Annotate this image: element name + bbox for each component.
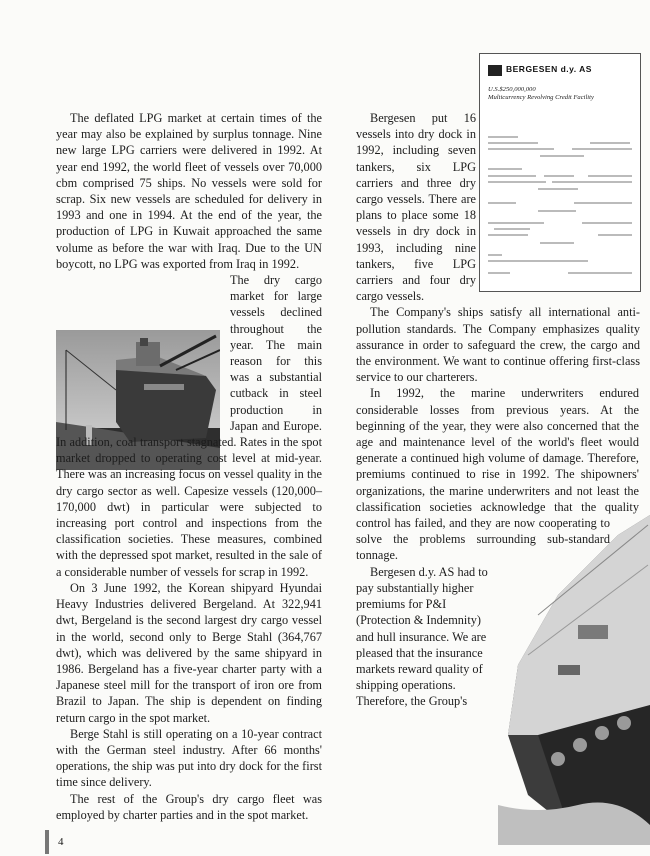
- ship-bow-illustration: [498, 505, 650, 845]
- left-text-column: [56, 110, 322, 823]
- page-number: 4: [58, 836, 64, 848]
- tombstone-facility: Multicurrency Revolving Credit Facility: [488, 94, 594, 101]
- paragraph-lpg-surplus: The deflated LPG market at certain times of the year may also be explained by surplus tonnage. Nine new large LPG carriers were delivered in 1992. At year end 1992, the world fleet of vessels over 70,000 cbm comprised 75 ships. No vessels were sold for scrap. Six new vessels are scheduled for delivery in 1993 and one in 1994. At the end of the year, the production of LPG in Kuwait approached the same volume as before the war with Iraq. Due to the UN boycott, no LPG was exported from Iraq in 1992.: [56, 111, 322, 271]
- paragraph-dry-dock: [356, 110, 640, 304]
- bergesen-logo-icon: [488, 65, 502, 76]
- paragraph-dry-dock-text: Bergesen put 16 vessels into dry dock in 1992, including seven tankers, six LPG carriers and three dry cargo vessels. There are plans to place some 18 vessels in dry dock in 1993, including nine tankers, five LPG carriers and four dry cargo vessels.: [356, 111, 476, 304]
- paragraph-anti-pollution: The Company's ships satisfy all international anti-pollution standards. The Company emphasizes quality assurance in order to safeguard the crew, the cargo and the environment. We want to continue offering first-class service to our charterers.: [356, 305, 640, 385]
- tombstone-brand: BERGESEN d.y. AS: [506, 64, 592, 74]
- paragraph-dry-cargo-fleet: The rest of the Group's dry cargo fleet was employed by charter parties and in the spot market.: [56, 791, 322, 822]
- paragraph-berge-stahl: Berge Stahl is still operating on a 10-year contract with the German steel industry. After 66 months' operations, the ship was put into dry dock for the first time since delivery.: [56, 726, 322, 790]
- paragraph-dry-cargo-text: The dry cargo market for large vessels declined throughout the year. The main reason for this was a substantial cutback in steel production in Japan and Europe. In addition, coal transport stagnated. Rates in the spot market dropped to operating cost level at mid-year. There was an increasing focus on vessel quality in the dry cargo sector as well. Capesize vessels (120,000–170,000 dwt) in particular were subjected to increasing port control and inspections from the classification societies. These measures, combined with the depressed spot market, resulted in the sale of a considerable number of vessels for scrap in 1992.: [56, 273, 322, 579]
- paragraph-dry-cargo-market: [56, 272, 322, 580]
- tombstone-amount: U.S.$250,000,000: [488, 86, 536, 93]
- paragraph-marine-underwriters-text: In 1992, the marine underwriters endured considerable losses from previous years. At the beginning of the year, they were also concerned that the age and maintenance level of the world's fleet would generate a continued high volume of damage. Therefore, premiums continued to rise in 1992. The shipowners' organizations, the marine underwriters and not least the classification societies acknowledge that the quality control has failed, and they are now cooperating to solve the problems surrounding sub-standard tonnage.: [356, 386, 639, 563]
- ship-bow-photo: [498, 505, 650, 845]
- paragraph-bergeland: On 3 June 1992, the Korean shipyard Hyundai Heavy Industries delivered Bergeland. At 322,941 dwt, Bergeland is the second largest dry cargo vessel in the world, second only to Berge Stahl (364,767 dwt), which was delivered by the same shipyard in 1986. Bergeland has a five-year charter party with a Japanese steel mill for the transport of iron ore from Brazil to Japan. The ship is dependent on finding return cargo in the spot market.: [56, 580, 322, 725]
- page-marker-bar: [45, 830, 49, 854]
- paragraph-insurance: Bergesen d.y. AS had to pay substantially higher premiums for P&I (Protection & Indemnity) and hull insurance. We are pleased that the insurance markets reward quality of shipping operations. Therefore, the Group's: [356, 564, 488, 709]
- tombstone-amount-block: [488, 86, 594, 102]
